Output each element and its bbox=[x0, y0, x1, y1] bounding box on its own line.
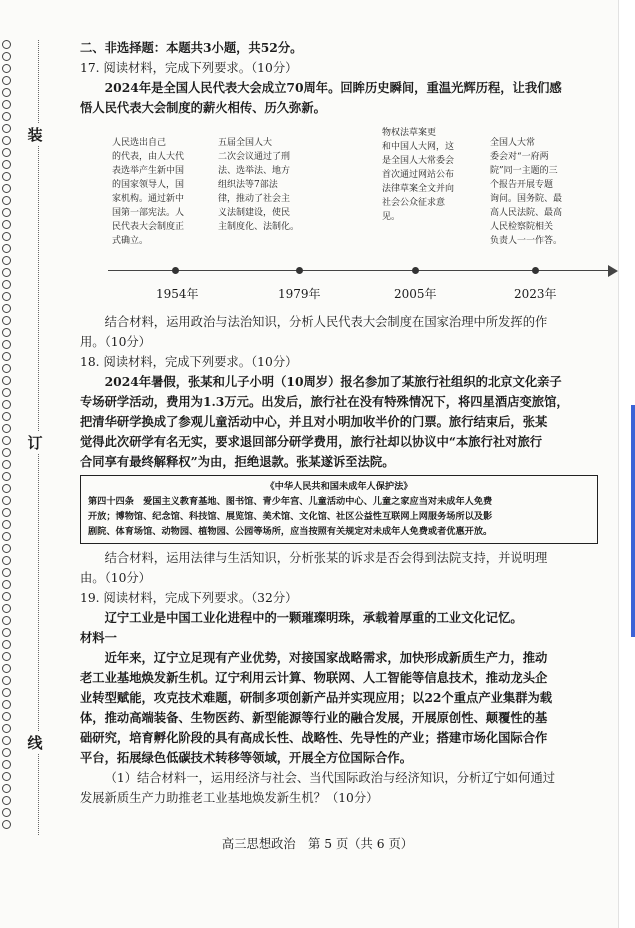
binding-hole bbox=[2, 160, 11, 169]
timeline-point bbox=[412, 267, 419, 274]
binding-hole bbox=[2, 676, 11, 685]
binding-hole bbox=[2, 736, 11, 745]
binding-hole bbox=[2, 532, 11, 541]
binding-hole bbox=[2, 496, 11, 505]
binding-hole bbox=[2, 364, 11, 373]
binding-hole bbox=[2, 664, 11, 673]
binding-hole bbox=[2, 376, 11, 385]
binding-hole bbox=[2, 292, 11, 301]
binding-hole bbox=[2, 628, 11, 637]
binding-hole bbox=[2, 640, 11, 649]
timeline-event-text: 五届全国人大 二次会议通过了刑 法、选举法、地方 组织法等7部法 律，推动了社会主 义法制建设，使民 主制度化、法制化。 bbox=[218, 138, 300, 232]
binding-hole bbox=[2, 724, 11, 733]
binding-hole bbox=[2, 700, 11, 709]
timeline-point bbox=[296, 267, 303, 274]
margin-label-zhuang: 装 bbox=[27, 126, 43, 144]
binding-hole bbox=[2, 592, 11, 601]
binding-hole bbox=[2, 172, 11, 181]
binding-hole bbox=[2, 616, 11, 625]
binding-hole bbox=[2, 556, 11, 565]
binding-hole bbox=[2, 748, 11, 757]
binding-hole bbox=[2, 472, 11, 481]
binding-hole bbox=[2, 352, 11, 361]
binding-hole bbox=[2, 448, 11, 457]
margin-label-ding: 订 bbox=[27, 434, 43, 452]
binding-hole bbox=[2, 124, 11, 133]
binding-hole bbox=[2, 712, 11, 721]
exam-content bbox=[80, 38, 600, 808]
law-text-line: 剧院、体育场馆、动物园、植物园、公园等场所，应当按照有关规定对未成年人免费或者优惠开放。 bbox=[88, 526, 493, 537]
law-title: 《中华人民共和国未成年人保护法》 bbox=[265, 481, 413, 492]
binding-hole bbox=[2, 604, 11, 613]
binding-hole bbox=[2, 184, 11, 193]
q18-story-line: 合同享有最终解释权”为由，拒绝退款。张某遂诉至法院。 bbox=[80, 454, 395, 469]
timeline-year: 2023年 bbox=[514, 287, 557, 301]
q19-task: （1）结合材料一，运用经济与社会、当代国际政治与经济知识，分析辽宁如何通过 bbox=[104, 771, 556, 785]
binding-hole bbox=[2, 460, 11, 469]
binding-hole bbox=[2, 100, 11, 109]
binding-hole bbox=[2, 568, 11, 577]
binding-hole bbox=[2, 688, 11, 697]
material-line: 业转型赋能，攻克技术难题，研制多项创新产品并实现应用；以22个重点产业集群为载 bbox=[80, 690, 553, 705]
binding-hole bbox=[2, 652, 11, 661]
binding-hole bbox=[2, 244, 11, 253]
binding-hole bbox=[2, 52, 11, 61]
q18-task: 由。（10分） bbox=[80, 571, 151, 585]
q18-prompt: 18. 阅读材料，完成下列要求。（10分） bbox=[80, 355, 298, 369]
q18-story-line: 把清华研学换成了参观儿童活动中心，并且对小明加收半价的门票。旅行结束后，张某 bbox=[80, 414, 548, 429]
material-line: 平台，拓展绿色低碳技术转移等领域，开展全方位国际合作。 bbox=[80, 750, 413, 765]
binding-hole bbox=[2, 580, 11, 589]
binding-hole bbox=[2, 268, 11, 277]
binding-hole bbox=[2, 520, 11, 529]
law-excerpt-box bbox=[80, 475, 598, 544]
binding-hole bbox=[2, 508, 11, 517]
binding-hole bbox=[2, 400, 11, 409]
binding-hole bbox=[2, 412, 11, 421]
binding-hole bbox=[2, 304, 11, 313]
binding-hole bbox=[2, 256, 11, 265]
timeline-point bbox=[172, 267, 179, 274]
binding-hole bbox=[2, 436, 11, 445]
binding-hole bbox=[2, 40, 11, 49]
binding-hole bbox=[2, 796, 11, 805]
section-title: 二、非选择题：本题共3小题，共52分。 bbox=[80, 40, 303, 55]
binding-hole bbox=[2, 424, 11, 433]
timeline-year: 1954年 bbox=[156, 287, 199, 301]
material-line: 近年来，辽宁立足现有产业优势，对接国家战略需求，加快形成新质生产力，推动 bbox=[104, 650, 548, 665]
margin-label-xian: 线 bbox=[27, 734, 43, 752]
material-line: 老工业基地焕发新生机。辽宁利用云计算、物联网、人工智能等信息技术，推动龙头企 bbox=[80, 670, 548, 685]
q17-intro-line: 2024年是全国人民代表大会成立70周年。回眸历史瞬间，重温光辉历程，让我们感 bbox=[104, 80, 562, 95]
binding-hole bbox=[2, 148, 11, 157]
timeline-year: 1979年 bbox=[278, 287, 321, 301]
binding-hole bbox=[2, 280, 11, 289]
binding-hole bbox=[2, 208, 11, 217]
timeline-event-text: 全国人大常 委会对“一府两 院”同一主题的三 个报告开展专题 询问。国务院、最 高人民法院、最高 人民检察院相关 负责人一一作答。 bbox=[490, 138, 563, 246]
binding-hole bbox=[2, 76, 11, 85]
q17-task: 用。（10分） bbox=[80, 335, 151, 349]
binding-holes bbox=[0, 40, 16, 835]
timeline-year: 2005年 bbox=[394, 287, 437, 301]
binding-hole bbox=[2, 484, 11, 493]
binding-hole bbox=[2, 88, 11, 97]
binding-hole bbox=[2, 772, 11, 781]
binding-hole bbox=[2, 196, 11, 205]
q18-story-line: 专场研学活动，费用为1.3万元。出发后，旅行社在没有特殊情况下，将四星酒店变旅馆， bbox=[80, 394, 569, 409]
binding-hole bbox=[2, 808, 11, 817]
history-timeline bbox=[80, 122, 600, 312]
law-text-line: 第四十四条 爱国主义教育基地、图书馆、青少年宫、儿童活动中心、儿童之家应当对未成年人免费 bbox=[88, 496, 493, 507]
law-text-line: 开放；博物馆、纪念馆、科技馆、展览馆、美术馆、文化馆、社区公益性互联网上网服务场所以及影 bbox=[88, 511, 493, 522]
binding-hole bbox=[2, 784, 11, 793]
q18-story-line: 觉得此次研学有名无实，要求退回部分研学费用，旅行社却以协议中“本旅行社对旅行 bbox=[80, 434, 543, 449]
timeline-event-text: 物权法草案更 和中国人大网，这 是全国人大常委会 首次通过网站公布 法律草案全文并向 社会公众征求意 见。 bbox=[382, 128, 455, 222]
scrollbar-indicator[interactable] bbox=[631, 405, 635, 637]
binding-hole bbox=[2, 112, 11, 121]
timeline-arrow-icon bbox=[608, 265, 618, 277]
binding-hole bbox=[2, 340, 11, 349]
binding-hole bbox=[2, 544, 11, 553]
page-footer: 高三思想政治 第 5 页（共 6 页） bbox=[221, 837, 414, 851]
q17-prompt: 17. 阅读材料，完成下列要求。（10分） bbox=[80, 61, 298, 75]
binding-hole bbox=[2, 232, 11, 241]
binding-hole bbox=[2, 328, 11, 337]
binding-hole bbox=[2, 820, 11, 829]
binding-hole bbox=[2, 220, 11, 229]
material-label: 材料一 bbox=[80, 630, 117, 645]
binding-hole bbox=[2, 64, 11, 73]
q18-task: 结合材料，运用法律与生活知识，分析张某的诉求是否会得到法院支持，并说明理 bbox=[104, 551, 548, 565]
q17-intro-line: 悟人民代表大会制度的薪火相传、历久弥新。 bbox=[80, 100, 326, 115]
timeline-point bbox=[532, 267, 539, 274]
material-line: 础研究，培育孵化阶段的具有高成长性、战略性、先导性的产业；搭建市场化国际合作 bbox=[80, 730, 548, 745]
binding-hole bbox=[2, 316, 11, 325]
q17-task: 结合材料，运用政治与法治知识，分析人民代表大会制度在国家治理中所发挥的作 bbox=[104, 315, 548, 329]
q19-intro: 辽宁工业是中国工业化进程中的一颗璀璨明珠，承载着厚重的工业文化记忆。 bbox=[104, 610, 523, 625]
timeline-event-text: 人民选出自己 的代表，由人大代 表选举产生新中国 的国家领导人，国 家机构。通过新中 国第一部宪法。人 民代表大会制度正 式确立。 bbox=[112, 138, 185, 246]
binding-hole bbox=[2, 136, 11, 145]
q19-prompt: 19. 阅读材料，完成下列要求。（32分） bbox=[80, 591, 298, 605]
q19-task: 发展新质生产力助推老工业基地焕发新生机？（10分） bbox=[80, 791, 379, 805]
material-line: 体，推动高端装备、生物医药、新型能源等行业的融合发展，开展原创性、颠覆性的基 bbox=[80, 710, 548, 725]
q18-story-line: 2024年暑假，张某和儿子小明（10周岁）报名参加了某旅行社组织的北京文化亲子 bbox=[104, 374, 562, 389]
binding-hole bbox=[2, 388, 11, 397]
binding-hole bbox=[2, 760, 11, 769]
